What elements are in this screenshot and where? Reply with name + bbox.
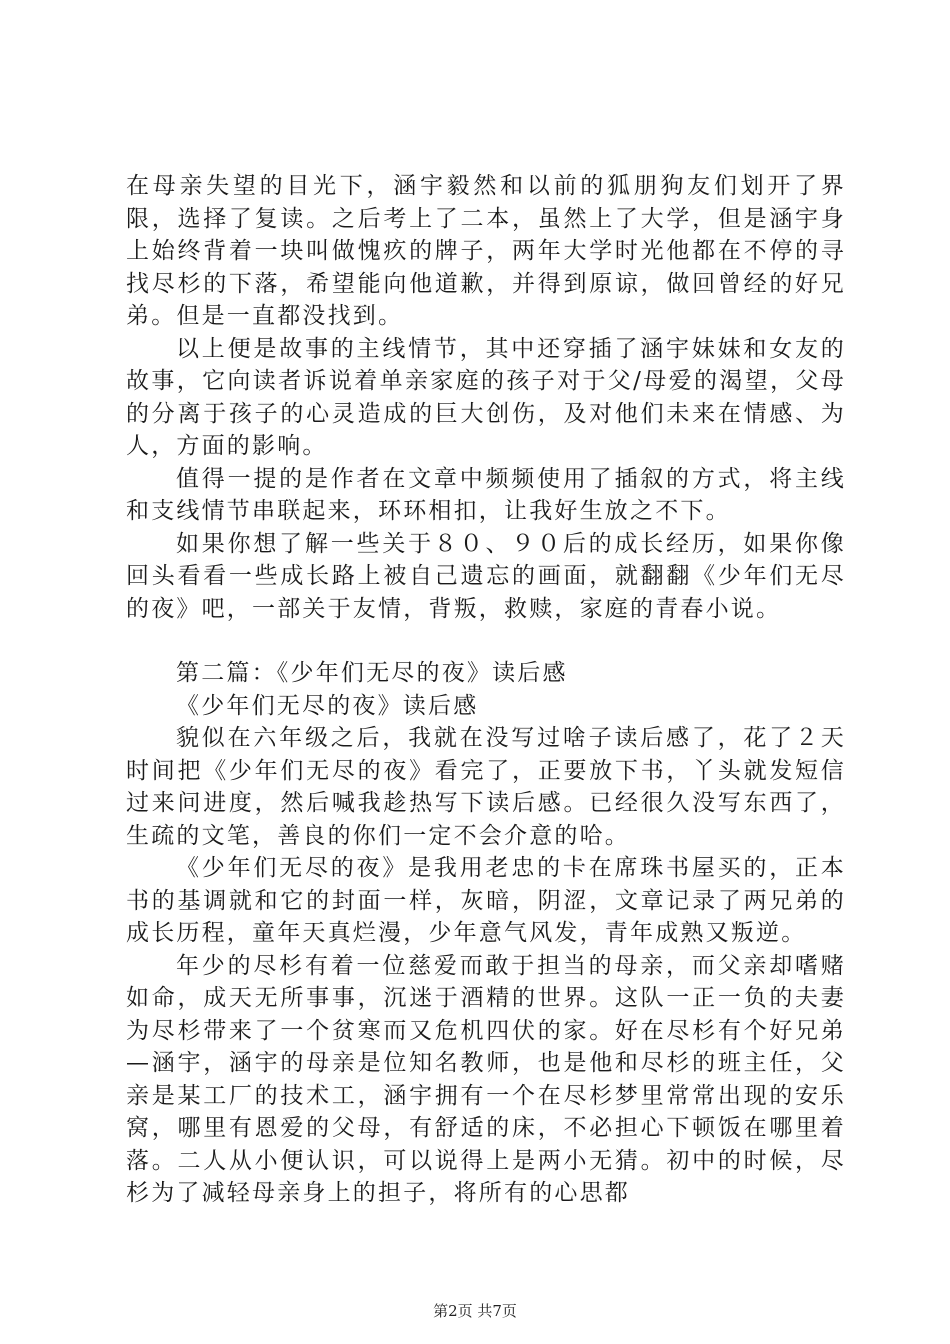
body-paragraph: 在母亲失望的目光下，涵宇毅然和以前的狐朋狗友们划开了界限，选择了复读。之后考上了二本，虽然上了大学，但是涵宇身上始终背着一块叫做愧疚的牌子，两年大学时光他都在不停的寻找尽杉的下落，希望能向他道歉，并得到原谅，做回曾经的好兄弟。但是一直都没找到。: [126, 173, 846, 329]
section-heading: 第二篇：《少年们无尽的夜》读后感: [176, 660, 568, 686]
section-spacer: [126, 625, 846, 657]
body-paragraph: 《少年们无尽的夜》是我用老忠的卡在席珠书屋买的，正本书的基调就和它的封面一样，灰暗，阴涩，文章记录了两兄弟的成长历程，童年天真烂漫，少年意气风发，青年成熟又叛逆。: [126, 855, 846, 946]
body-paragraph: 年少的尽杉有着一位慈爱而敢于担当的母亲，而父亲却嗜赌如命，成天无所事事，沉迷于酒精的世界。这队一正一负的夫妻为尽杉带来了一个贫寒而又危机四伏的家。好在尽杉有个好兄弟—涵宇，涵宇的母亲是位知名教师，也是他和尽杉的班主任，父亲是某工厂的技术工，涵宇拥有一个在尽杉梦里常常出现的安乐窝，哪里有恩爱的父母，有舒适的床，不必担心下顿饭在哪里着落。二人从小便认识，可以说得上是两小无猜。初中的时候，尽杉为了减轻母亲身上的担子，将所有的心思都: [126, 952, 846, 1206]
body-paragraph: 以上便是故事的主线情节，其中还穿插了涵宇妹妹和女友的故事，它向读者诉说着单亲家庭的孩子对于父/母爱的渴望，父母的分离于孩子的心灵造成的巨大创伤，及对他们未来在情感、为人，方面的影响。: [126, 335, 846, 459]
body-paragraph: 貌似在六年级之后，我就在没写过啥子读后感了，花了２天时间把《少年们无尽的夜》看完了，正要放下书，丫头就发短信过来问进度，然后喊我趁热写下读后感。已经很久没写东西了，生疏的文笔，善良的你们一定不会介意的哈。: [126, 725, 846, 849]
document-body: [126, 170, 846, 1210]
page-footer: 第2页 共7页: [433, 1302, 517, 1320]
section-subtitle: 《少年们无尽的夜》读后感: [176, 692, 479, 719]
body-paragraph: 如果你想了解一些关于８０、９０后的成长经历，如果你像回头看看一些成长路上被自己遗忘的画面，就翻翻《少年们无尽的夜》吧，一部关于友情，背叛，救赎，家庭的青春小说。: [126, 530, 846, 622]
body-paragraph: 值得一提的是作者在文章中频频使用了插叙的方式，将主线和支线情节串联起来，环环相扣，让我好生放之不下。: [126, 465, 846, 524]
